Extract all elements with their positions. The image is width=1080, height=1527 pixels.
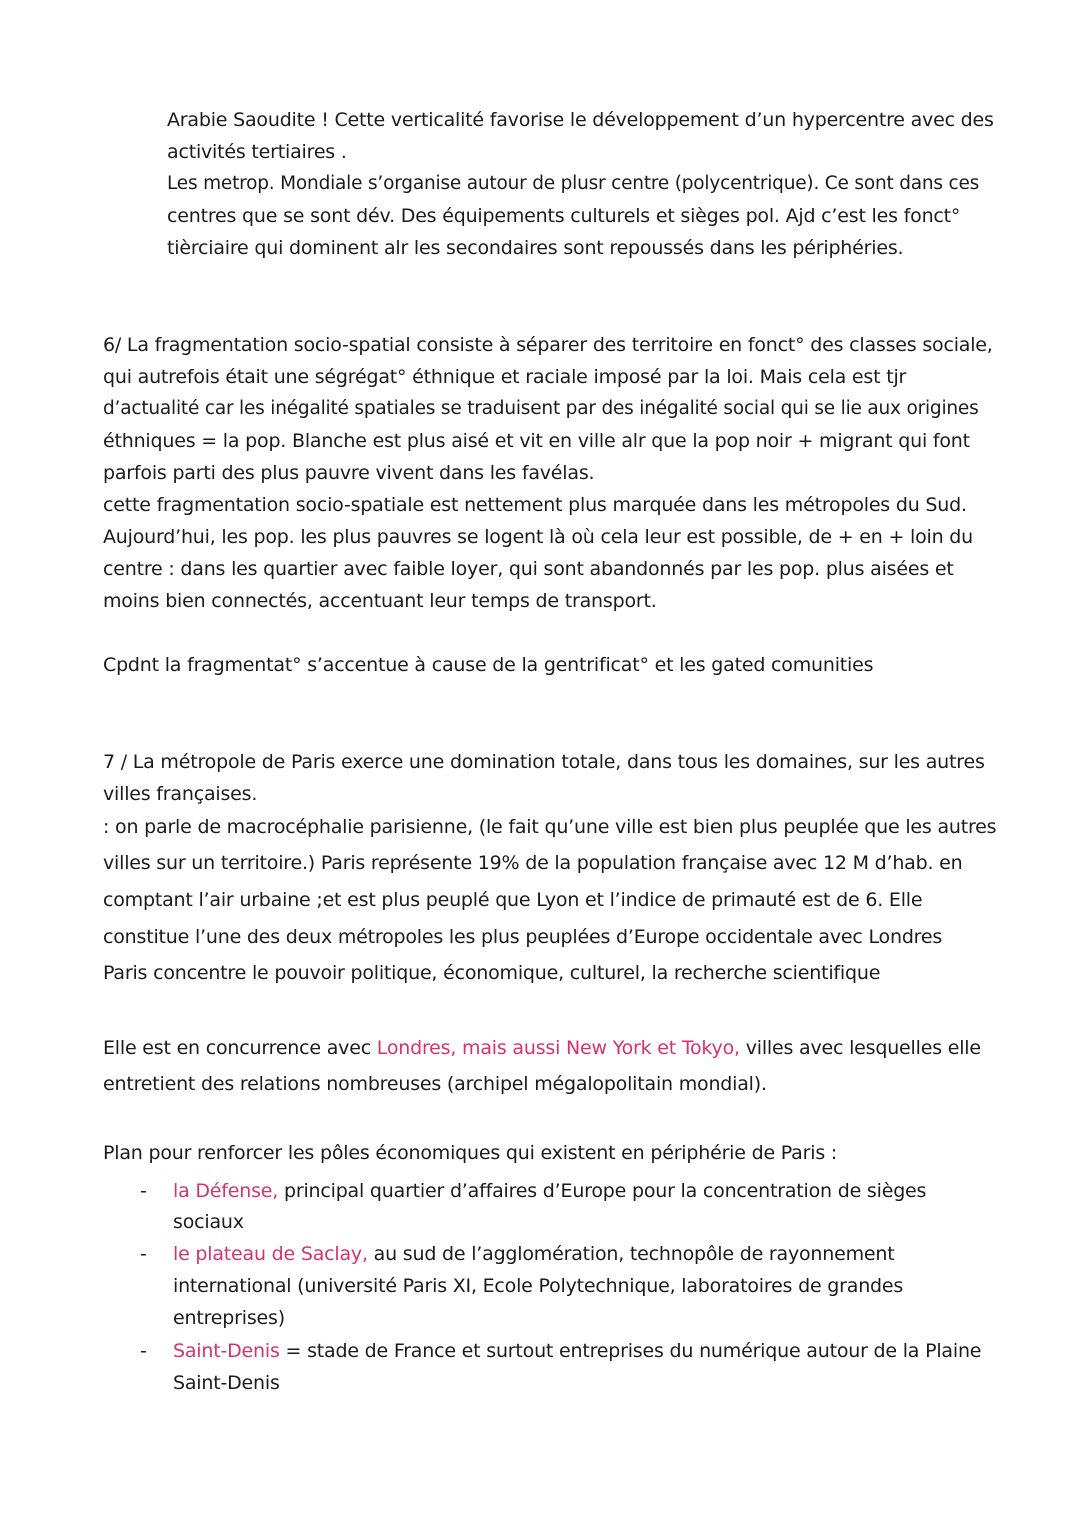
section6-line-9: moins bien connectés, accentuant leur temps de transport.: [103, 590, 657, 612]
section7-line-1: 7 / La métropole de Paris exerce une domination totale, dans tous les domaines, sur les autres: [103, 751, 985, 773]
section6-line-2: qui autrefois était une ségrégat° éthnique et raciale imposé par la loi. Mais cela est tjr: [103, 366, 907, 388]
intro-line-4: centres que se sont dév. Des équipements culturels et sièges pol. Ajd c’est les fonct°: [167, 205, 961, 227]
pole-saclay-line-1: [173, 1242, 894, 1266]
pole-desc-saintdenis: = stade de France et surtout entreprises du numérique autour de la Plaine: [279, 1340, 982, 1362]
pole-defense-line-2: sociaux: [173, 1211, 244, 1233]
rivals-text-before: Elle est en concurrence avec: [103, 1037, 377, 1059]
pole-name-defense: la Défense,: [173, 1180, 279, 1202]
pole-saintdenis-line-2: Saint-Denis: [173, 1372, 280, 1394]
intro-line-1: Arabie Saoudite ! Cette verticalité favorise le développement d’un hypercentre avec des: [167, 109, 994, 131]
intro-line-3: Les metrop. Mondiale s’organise autour de plusr centre (polycentrique). Ce sont dans ces: [167, 173, 980, 194]
rivals-line-1: [103, 1036, 981, 1060]
section7-line-2: villes françaises.: [103, 783, 258, 805]
section6-line-4: éthniques = la pop. Blanche est plus aisé et vit en ville alr que la pop noir + migrant qui font: [103, 430, 970, 452]
section6-line-1: 6/ La fragmentation socio-spatial consiste à séparer des territoire en fonct° des classes sociale,: [103, 334, 993, 356]
pole-saclay-line-2: international (université Paris XI, Ecole Polytechnique, laboratoires de grandes: [173, 1275, 904, 1297]
section7-line-5: comptant l’air urbaine ;et est plus peuplé que Lyon et l’indice de primauté est de 6. Elle: [103, 889, 923, 911]
bullet-dash: -: [140, 1180, 147, 1202]
pole-desc-saclay: au sud de l’agglomération, technopôle de rayonnement: [367, 1243, 895, 1265]
section7-line-4: villes sur un territoire.) Paris représente 19% de la population française avec 12 M d’hab. en: [103, 852, 963, 874]
section7-line-3: : on parle de macrocéphalie parisienne, (le fait qu’une ville est bien plus peuplée que les autres: [103, 816, 997, 838]
section6-line-5: parfois parti des plus pauvre vivent dans les favélas.: [103, 462, 595, 484]
rivals-text-after: villes avec lesquelles elle: [739, 1037, 981, 1059]
pole-defense-line-1: [173, 1179, 926, 1203]
pole-desc-defense: principal quartier d’affaires d’Europe pour la concentration de sièges: [278, 1180, 927, 1202]
section7-line-6: constitue l’une des deux métropoles les plus peuplées d’Europe occidentale avec Londres: [103, 926, 943, 948]
section6-closing: Cpdnt la fragmentat° s’accentue à cause de la gentrificat° et les gated comunities: [103, 654, 874, 676]
plan-intro: Plan pour renforcer les pôles économiques qui existent en périphérie de Paris :: [103, 1142, 838, 1164]
pole-saclay-line-3: entreprises): [173, 1307, 285, 1329]
pole-name-saintdenis: Saint-Denis: [173, 1340, 280, 1362]
rival-cities-highlight: Londres, mais aussi New York et Tokyo,: [376, 1037, 740, 1059]
section6-line-8: centre : dans les quartier avec faible loyer, qui sont abandonnés par les pop. plus aisées et: [103, 558, 954, 580]
section6-line-7: Aujourd’hui, les pop. les plus pauvres se logent là où cela leur est possible, de + en + loin du: [103, 526, 974, 548]
bullet-dash: -: [140, 1340, 147, 1362]
section6-line-3: d’actualité car les inégalité spatiales se traduisent par des inégalité social qui se lie aux origines: [103, 398, 979, 419]
intro-line-2: activités tertiaires .: [167, 141, 347, 163]
rivals-line-2: entretient des relations nombreuses (archipel mégalopolitain mondial).: [103, 1073, 767, 1095]
section7-line-7: Paris concentre le pouvoir politique, économique, culturel, la recherche scientifique: [103, 962, 881, 984]
section6-line-6: cette fragmentation socio-spatiale est nettement plus marquée dans les métropoles du Sud.: [103, 494, 967, 516]
bullet-dash: -: [140, 1243, 147, 1265]
pole-saintdenis-line-1: [173, 1339, 981, 1363]
pole-name-saclay: le plateau de Saclay,: [173, 1243, 368, 1265]
intro-line-5: tièrciaire qui dominent alr les secondaires sont repoussés dans les périphéries.: [167, 237, 904, 259]
